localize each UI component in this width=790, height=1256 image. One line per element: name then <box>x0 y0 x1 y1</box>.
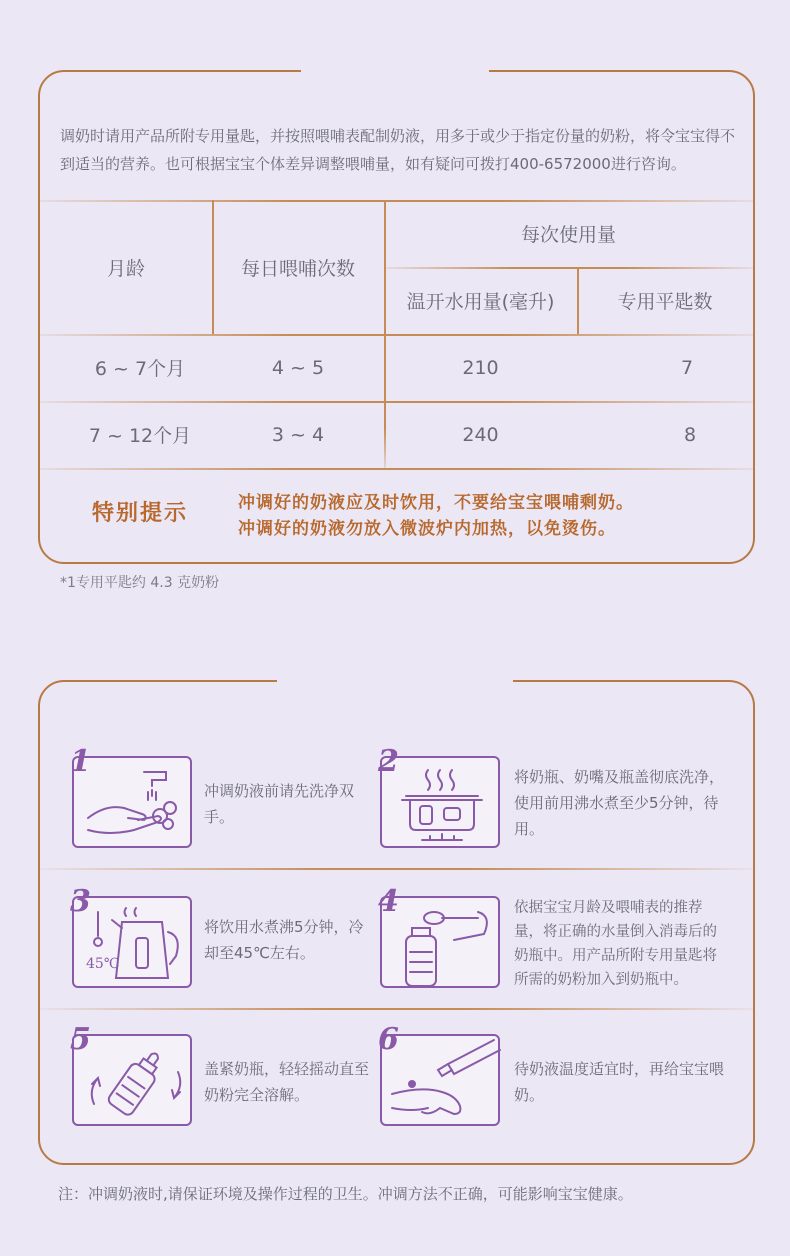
feeding-table <box>40 200 753 472</box>
row2-age: 7 ~ 12个月 <box>88 425 192 447</box>
row1-age: 6 ~ 7个月 <box>94 358 186 380</box>
scoop-note: *1专用平匙约 4.3 克奶粉 <box>60 575 220 591</box>
boiling-pot-icon <box>382 758 502 850</box>
method-title: 冲调方法 <box>0 652 790 718</box>
special-tip-line: 冲调好的奶液勿放入微波炉内加热，以免烫伤。 <box>238 519 616 539</box>
header-usage: 每次使用量 <box>520 224 616 246</box>
step-2-card <box>378 744 500 848</box>
scoop-bottle-icon <box>382 898 502 990</box>
wrist-test-icon <box>382 1036 502 1128</box>
step-number: 1 <box>70 744 91 779</box>
header-age: 月龄 <box>106 257 145 280</box>
special-tip-label: 特别提示 <box>92 501 189 526</box>
feeding-intro: 调奶时请用产品所附专用量匙，并按照喂哺表配制奶液，用多于或少于指定份量的奶粉，将令宝宝得不到适当的营养。也可根据宝宝个体差异调整喂哺量，如有疑问可拨打400-6572000进行咨询。 <box>60 127 736 173</box>
step-2-text: 将奶瓶、奶嘴及瓶盖彻底洗净，使用前用沸水煮至少5分钟，待用。 <box>514 768 725 838</box>
step-4-text: 依据宝宝月龄及喂哺表的推荐量，将正确的水量倒入消毒后的奶瓶中。用产品所附专用量匙将所需的奶粉加入到奶瓶中。 <box>514 900 717 988</box>
step-number: 4 <box>378 884 399 919</box>
step-1-card <box>70 744 192 848</box>
step-3-card <box>70 884 192 988</box>
step-6-text: 待奶液温度适宜时，再给宝宝喂奶。 <box>514 1060 725 1104</box>
step-6-card <box>378 1022 500 1126</box>
row1-scoops: 7 <box>680 356 694 379</box>
step-1-text: 冲调奶液前请先洗净双手。 <box>204 782 355 826</box>
step-number: 3 <box>70 884 91 919</box>
step-number: 5 <box>70 1022 91 1057</box>
row1-water: 210 <box>462 356 499 379</box>
step-4-card <box>378 884 500 988</box>
shake-bottle-icon <box>74 1036 194 1128</box>
header-times: 每日喂哺次数 <box>240 257 355 280</box>
step-5-card <box>70 1022 192 1126</box>
row2-scoops: 8 <box>683 423 697 446</box>
step-5-text: 盖紧奶瓶，轻轻摇动直至奶粉完全溶解。 <box>204 1060 370 1104</box>
footer-note: 注：冲调奶液时,请保证环境及操作过程的卫生。冲调方法不正确，可能影响宝宝健康。 <box>58 1185 633 1203</box>
kettle-icon <box>74 898 194 990</box>
row2-times: 3 ~ 4 <box>271 423 325 446</box>
temperature-label: 45℃ <box>86 956 120 972</box>
feeding-title: 喂哺表 <box>0 42 790 108</box>
row1-times: 4 ~ 5 <box>271 356 325 379</box>
row2-water: 240 <box>462 423 499 446</box>
hand-wash-icon <box>74 758 194 850</box>
special-tip-line: 冲调好的奶液应及时饮用，不要给宝宝喂哺剩奶。 <box>238 493 634 513</box>
step-3-text: 将饮用水煮沸5分钟，冷却至45℃左右。 <box>204 918 364 962</box>
header-water: 温开水用量(毫升) <box>406 291 555 313</box>
step-number: 6 <box>378 1022 399 1057</box>
header-scoops: 专用平匙数 <box>617 291 713 313</box>
step-number: 2 <box>378 744 399 779</box>
